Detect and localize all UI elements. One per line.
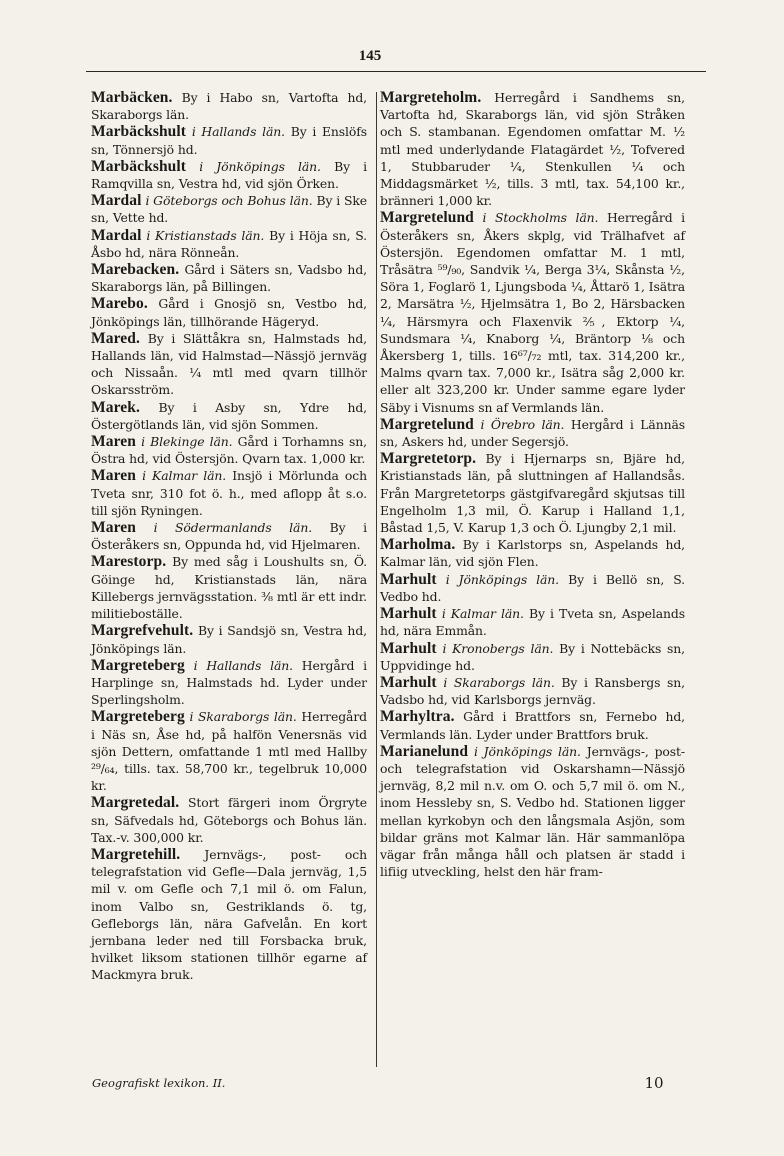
entry-location: i Skaraborgs län. xyxy=(443,674,555,690)
entry-body: Gård i Säters sn, Vadsbo hd, Skaraborgs län, på Billingen. xyxy=(91,262,367,295)
entry-body: By i Ransbergs sn, Vadsbo hd, vid Karlsborgs jernväg. xyxy=(380,674,686,708)
entry-body: Gård i Gnosjö sn, Vestbo hd, Jönköpings län, tillhörande Hägeryd. xyxy=(91,296,368,329)
entry-body: Hergård i Harplinge sn, Halmstads hd. Lyder under Sperlingsholm. xyxy=(91,657,367,708)
entry-location: i Stockholms län. xyxy=(482,210,599,226)
entry-body: By i Bellö sn, S. Vedbo hd. xyxy=(380,571,686,604)
entry-headword: Marek. xyxy=(91,398,140,416)
entry-location: i Kristianstads län. xyxy=(146,227,265,243)
entry-body: Herregård i Österåkers sn, Åkers skplg, vid Trälhafvet af Östersjön. Egendomen omfattar M. 1 mtl, Tråsätra ⁵⁹/₉₀, Sandvik ¼, Berga 3¼, Skånsta ½, Söra 1, Foglarö 1, Ljungsboda ¼, Åttarö 1, Isätra 2, Marsätra ½, Hjelmsätra 1, Bo 2, Härsbacken ¼, Härsmyra och Flaxenvik ⅖, Ektorp ¼, Sundsmara ¼, Knaborg ¼, Bräntorp ⅛ och Åkersberg 1, tills. 16⁶⁷/₇₂ mtl, tax. 314,200 kr., Malms qvarn tax. 7,000 kr., Isätra såg 2,000 kr. eller alt 323,200 kr. Under samme egare lyder Säby i Visnums sn af Vermlands län. xyxy=(380,210,686,415)
lexicon-entry xyxy=(380,450,685,536)
entry-headword: Maren xyxy=(91,467,136,485)
entry-body: Stort färgeri inom Örgryte sn, Säfvedals hd, Göteborgs och Bohus län. Tax.-v. 300,000 kr. xyxy=(91,795,367,845)
lexicon-entry xyxy=(91,399,367,433)
entry-body: By i Ske sn, Vette hd. xyxy=(91,193,367,226)
lexicon-entry xyxy=(91,192,367,226)
lexicon-entry xyxy=(380,209,685,415)
entry-location: i Kalmar län. xyxy=(142,468,227,484)
entry-headword: Margretedal. xyxy=(91,794,180,812)
entry-headword: Margretelund xyxy=(380,415,474,433)
entry-headword: Marianelund xyxy=(380,742,469,760)
lexicon-entry xyxy=(91,123,367,157)
lexicon-entry xyxy=(380,536,685,570)
entry-headword: Marbäckshult xyxy=(91,123,187,141)
lexicon-entry xyxy=(91,295,367,329)
entry-location: i Göteborgs och Bohus län. xyxy=(145,193,313,209)
lexicon-entry xyxy=(91,622,367,656)
entry-location: i Jönköpings län. xyxy=(199,158,321,174)
lexicon-entry xyxy=(380,743,685,881)
entry-headword: Marebo. xyxy=(91,295,148,313)
entry-body: Gård i Brattfors sn, Fernebo hd, Vermlands län. Lyder under Brattfors bruk. xyxy=(380,709,685,742)
entry-body: Herregård i Sandhems sn, Vartofta hd, Skaraborgs län, vid sjön Stråken och S. stambanan. Egendomen omfattar M. ½ mtl med underlydande Flatagärdet ½, Tofvered 1, Stubbaruder ¼, Stenkullen ¼ och Middagsmärket ½, tills. 3 mtl, tax. 54,100 kr., bränneri 1,000 kr. xyxy=(380,90,685,209)
entry-headword: Marhult xyxy=(380,605,437,623)
entry-headword: Margreteholm. xyxy=(380,89,482,106)
entry-headword: Marebacken. xyxy=(91,261,180,279)
lexicon-entry xyxy=(91,433,367,467)
entry-body: Gård i Torhamns sn, Östra hd, vid Östersjön. Qvarn tax. 1,000 kr. xyxy=(91,434,368,467)
lexicon-entry xyxy=(380,571,685,605)
lexicon-entry xyxy=(380,89,685,209)
lexicon-entry xyxy=(91,89,367,123)
entry-body: By i Habo sn, Vartofta hd, Skaraborgs län. xyxy=(91,90,368,123)
entry-body: By i Karlstorps sn, Aspelands hd, Kalmar län, vid sjön Flen. xyxy=(380,537,685,570)
entry-body: By i Asby sn, Ydre hd, Östergötlands län, vid sjön Sommen. xyxy=(91,399,368,432)
lexicon-entry xyxy=(91,261,367,295)
right-column xyxy=(380,89,685,880)
entry-body: By i Sandsjö sn, Vestra hd, Jönköpings län. xyxy=(91,623,367,656)
lexicon-entry xyxy=(91,227,367,261)
header-rule xyxy=(86,71,706,72)
entry-headword: Marhult xyxy=(380,639,437,657)
folio-number: 10 xyxy=(644,1074,664,1092)
entry-location: i Skaraborgs län. xyxy=(189,709,297,725)
lexicon-entry xyxy=(91,330,367,399)
entry-location: i Örebro län. xyxy=(480,416,565,432)
entry-body: Jernvägs-, post- och telegrafstation vid Gefle—Dala jernväg, 1,5 mil v. om Gefle och 7,1 mil ö. om Falun, inom Valbo sn, Gestriklands ö. tg, Gefleborgs län, nära Gafvelån. En kort jernbana leder ned till Forsbacka bruk, hvilket liksom stationen tillhör egarne af Mackmyra bruk. xyxy=(91,846,368,983)
entry-body: By med såg i Loushults sn, Ö. Göinge hd, Kristianstads län, nära Killebergs jernvägsstation. ⅜ mtl är ett indr. militieboställe. xyxy=(91,554,367,622)
left-column xyxy=(91,89,367,984)
entry-headword: Mardal xyxy=(91,226,142,244)
lexicon-entry xyxy=(380,674,685,708)
entry-headword: Marhult xyxy=(380,570,437,588)
entry-headword: Marhyltra. xyxy=(380,708,455,726)
entry-body: By i Österåkers sn, Oppunda hd, vid Hjelmaren. xyxy=(91,520,368,553)
entry-location: i Blekinge län. xyxy=(141,434,233,450)
entry-body: By i Nottebäcks sn, Uppvidinge hd. xyxy=(380,640,686,673)
page-number: 145 xyxy=(358,48,382,64)
entry-location: i Hallands län. xyxy=(193,657,293,673)
column-divider xyxy=(376,92,377,1067)
entry-body: By i Tveta sn, Aspelands hd, nära Emmån. xyxy=(380,606,686,639)
entry-body: By i Ramqvilla sn, Vestra hd, vid sjön Örken. xyxy=(91,158,368,192)
entry-location: i Jönköpings län. xyxy=(473,743,581,759)
lexicon-entry xyxy=(380,640,685,674)
lexicon-entry xyxy=(380,416,685,450)
entry-body: Insjö i Mörlunda och Tveta snr, 310 fot ö. h., med aflopp åt s.o. till sjön Ryningen. xyxy=(91,468,367,518)
footer-signature: Geografiskt lexikon. II. xyxy=(92,1076,226,1090)
entry-headword: Margrefvehult. xyxy=(91,622,194,640)
entry-headword: Margreteberg xyxy=(91,708,185,726)
entry-headword: Margretelund xyxy=(380,209,474,227)
lexicon-entry xyxy=(91,846,367,984)
entry-headword: Marholma. xyxy=(380,536,456,554)
lexicon-entry xyxy=(91,794,367,846)
entry-headword: Marbäckshult xyxy=(91,157,187,175)
entry-headword: Margretetorp. xyxy=(380,450,477,468)
entry-headword: Mared. xyxy=(91,329,140,347)
entry-headword: Margretehill. xyxy=(91,845,181,863)
entry-headword: Marbäcken. xyxy=(91,89,173,106)
entry-body: Jernvägs-, post- och telegrafstation vid Oskarshamn—Nässjö jernväg, 8,2 mil n.v. om O. och 5,7 mil ö. om N., inom Hessleby sn, S. Vedbo hd. Stationen ligger mellan kyrkobyn och den långsmala Asjön, som bildar gräns mot Kalmar län. Här sammanlöpa vägar från många håll och platsen är stadd i lifiig utveckling, helst den här fram- xyxy=(380,743,685,880)
lexicon-entry xyxy=(91,708,367,794)
entry-body: By i Hjernarps sn, Bjäre hd, Kristianstads län, på sluttningen af Hallandsås. Från Margretetorps gästgifvaregård skjutsas till Engelholm 1,3 mil, Ö. Karup i Halland 1,1, Båstad 1,5, V. Karup 1,3 och Ö. Ljungby 2,1 mil. xyxy=(380,451,685,536)
lexicon-entry xyxy=(91,467,367,519)
entry-location: i Södermanlands län. xyxy=(153,520,313,536)
lexicon-entry xyxy=(91,553,367,622)
lexicon-entry xyxy=(91,657,367,709)
entry-body: Herregård i Näs sn, Åse hd, på halfön Venersnäs vid sjön Dettern, omfattande 1 mtl med Hallby ²⁹/₆₄, tills. tax. 58,700 kr., tegelbruk 10,000 kr. xyxy=(91,709,367,794)
entry-headword: Maren xyxy=(91,433,136,451)
entry-location: i Kalmar län. xyxy=(441,606,524,622)
entry-body: By i Enslöfs sn, Tönnersjö hd. xyxy=(91,124,367,157)
lexicon-entry xyxy=(91,519,367,553)
entry-location: i Hallands län. xyxy=(191,124,285,140)
lexicon-entry xyxy=(380,605,685,639)
entry-headword: Maren xyxy=(91,519,136,537)
entry-headword: Marhult xyxy=(380,673,437,691)
lexicon-entry xyxy=(91,158,367,192)
entry-headword: Mardal xyxy=(91,192,142,210)
entry-headword: Marestorp. xyxy=(91,553,167,571)
entry-body: By i Slättåkra sn, Halmstads hd, Hallands län, vid Halmstad—Nässjö jernväg och Nissaån. ¼ mtl med qvarn tillhör Oskarsström. xyxy=(91,330,367,398)
entry-body: Hergård i Lännäs sn, Askers hd, under Segersjö. xyxy=(380,416,686,450)
entry-location: i Kronobergs län. xyxy=(442,640,554,656)
entry-location: i Jönköpings län. xyxy=(445,571,560,587)
entry-headword: Margreteberg xyxy=(91,656,185,674)
lexicon-entry xyxy=(380,708,685,742)
entry-body: By i Höja sn, S. Åsbo hd, nära Rönneån. xyxy=(91,227,368,260)
